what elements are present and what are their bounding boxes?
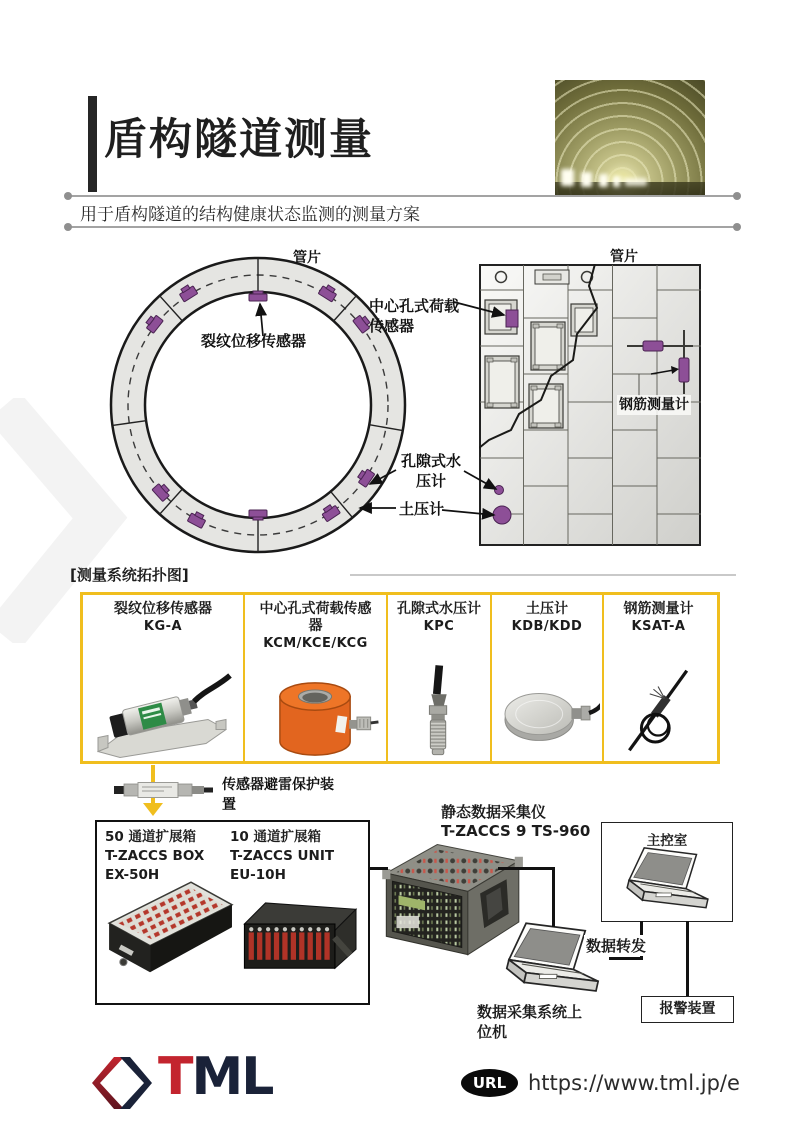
rebar-gauge-image <box>609 663 709 759</box>
control-room-label: 主控室 <box>646 833 688 849</box>
host-laptop-image <box>492 920 614 1006</box>
earth-pressure-label: 土压计 <box>399 500 445 518</box>
expansion-right-line2: T-ZACCS UNIT <box>230 848 335 864</box>
control-room-box <box>601 822 733 922</box>
logger-model: T-ZACCS 9 TS-960 <box>441 822 591 840</box>
sensor-name: 孔隙式水压计 <box>397 601 481 617</box>
panel-pore-gauge <box>495 486 504 495</box>
sensor-name: 裂纹位移传感器 <box>114 601 212 617</box>
earth-gauge-image <box>494 673 600 759</box>
sensor-model: KG-A <box>143 619 183 634</box>
line-logger-right <box>498 867 554 870</box>
sensor-col-crack <box>83 595 245 761</box>
expansion-right-line3: EU-10H <box>230 867 286 883</box>
data-forward-label: 数据转发 <box>586 937 647 955</box>
section-title: [测量系统拓扑图] <box>70 566 189 584</box>
expansion-right-line1: 10 通道扩展箱 <box>230 829 321 845</box>
url-badge: URL <box>461 1069 518 1097</box>
tml-logo-t: T <box>158 1047 192 1107</box>
line-expbox-logger <box>370 867 388 870</box>
line-down-to-host <box>552 867 555 927</box>
website-url-link[interactable]: https://www.tml.jp/e <box>528 1071 740 1095</box>
ex50h-image <box>102 874 237 1002</box>
flow-arrow-head <box>143 803 163 816</box>
rule-dot <box>64 192 72 200</box>
tml-logo-ml: ML <box>191 1047 273 1107</box>
tunnel-photo <box>555 80 705 196</box>
page-subtitle: 用于盾构隧道的结构健康状态监测的测量方案 <box>80 205 420 225</box>
header-rule-top <box>70 195 736 197</box>
load-cell-image <box>251 679 381 759</box>
sensor-col-pore <box>388 595 492 761</box>
panel-earth-gauge <box>493 506 511 524</box>
ring-segment-label: 管片 <box>293 250 321 266</box>
expansion-left-line1: 50 通道扩展箱 <box>105 829 196 845</box>
expansion-left-line2: T-ZACCS BOX <box>105 848 205 864</box>
panel-segment-label: 管片 <box>610 249 638 265</box>
expansion-box <box>95 820 370 1005</box>
rule-dot <box>733 192 741 200</box>
tml-logo-text <box>158 1046 272 1108</box>
crack-sensor-image <box>88 663 238 759</box>
load-sensor-label: 中心孔式荷载传感器 <box>369 297 460 335</box>
sensor-model: KSAT-A <box>631 619 686 634</box>
rebar-gauge-label: 钢筋测量计 <box>619 397 689 413</box>
sensor-model: KPC <box>423 619 455 634</box>
crack-sensor-label: 裂纹位移传感器 <box>201 332 307 350</box>
sensor-table <box>80 592 720 764</box>
sensor-col-rebar <box>604 595 713 761</box>
sensor-col-earth <box>492 595 604 761</box>
line-host-forward <box>609 957 642 960</box>
sensor-model: KCM/KCE/KCG <box>263 636 368 651</box>
section-rule <box>350 574 736 576</box>
lightning-protector-image <box>114 779 216 801</box>
sensor-name: 钢筋测量计 <box>623 601 694 617</box>
panel-load-sensor <box>506 310 518 327</box>
tml-logo-icon <box>92 1057 152 1109</box>
page-title: 盾构隧道测量 <box>104 115 374 165</box>
line-control-alarm <box>686 921 689 997</box>
pore-pressure-label: 孔隙式水压计 <box>400 452 461 490</box>
title-accent-bar <box>88 96 97 192</box>
alarm-box <box>641 996 734 1023</box>
logger-name: 静态数据采集仪 <box>441 803 547 821</box>
sensor-model: KDB/KDD <box>511 619 583 634</box>
sensor-col-load <box>245 595 388 761</box>
host-label: 数据采集系统上位机 <box>477 1003 583 1041</box>
alarm-label: 报警装置 <box>659 1001 716 1017</box>
protector-label: 传感器避雷保护装置 <box>222 777 334 813</box>
pore-gauge-image <box>391 663 487 759</box>
sensor-name: 土压计 <box>526 601 568 617</box>
sensor-name: 中心孔式荷载传感器 <box>259 601 372 634</box>
control-room-laptop-image <box>611 845 725 921</box>
rule-dot <box>64 223 72 231</box>
expansion-left-line3: EX-50H <box>105 867 160 883</box>
eu10h-image <box>227 884 365 984</box>
header-rule-bottom <box>70 226 736 228</box>
rule-dot <box>733 223 741 231</box>
